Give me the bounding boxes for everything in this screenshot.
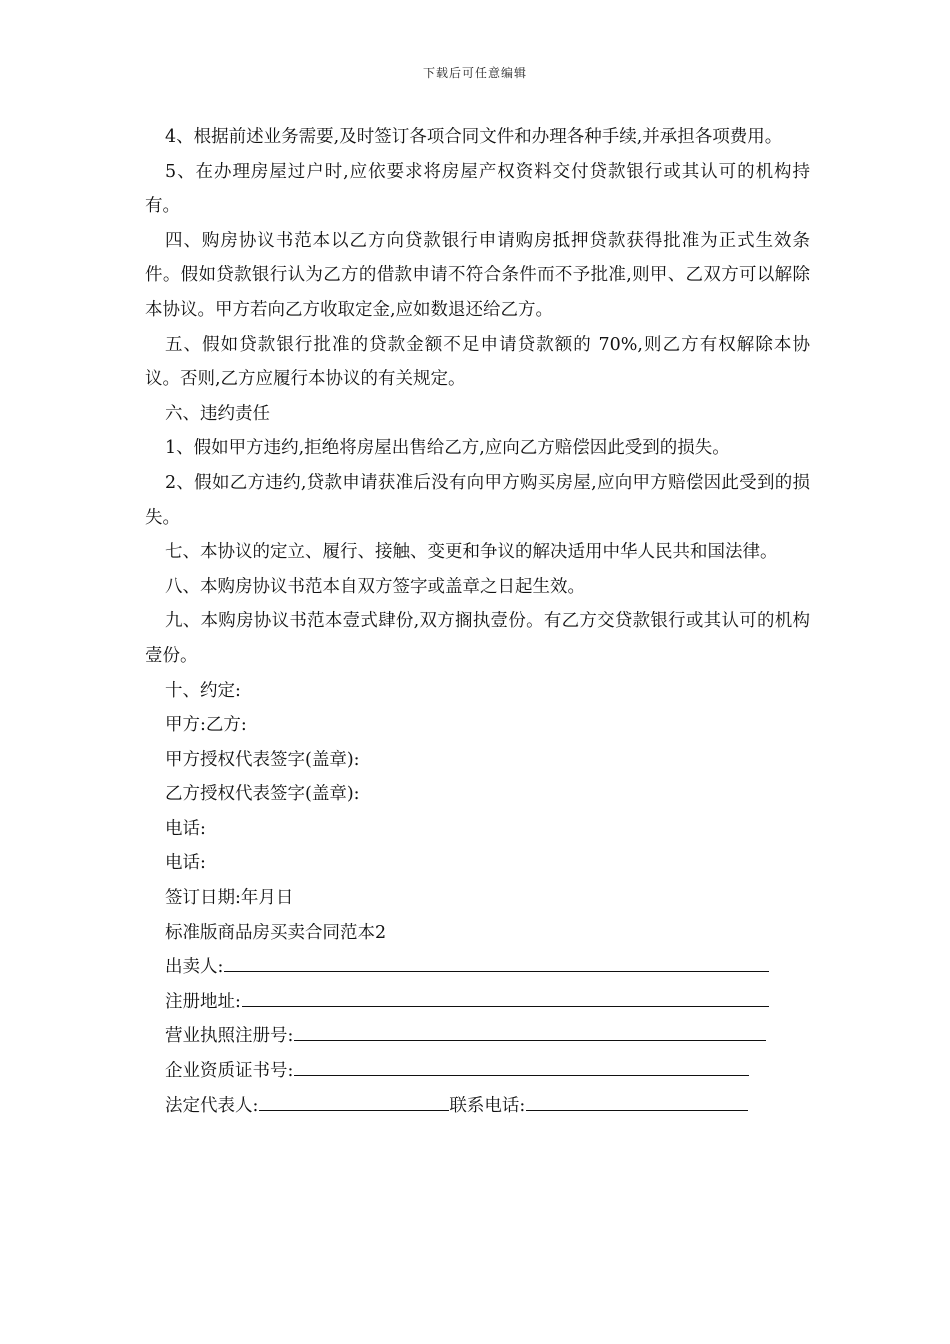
license-blank[interactable] xyxy=(294,1023,766,1041)
rep-phone-field xyxy=(145,1089,810,1124)
license-label: 营业执照注册号: xyxy=(165,1026,294,1047)
cert-field xyxy=(145,1054,810,1089)
page-header: 下载后可任意编辑 xyxy=(422,66,527,80)
paragraph-item-5: 5、在办理房屋过户时,应依要求将房屋产权资料交付贷款银行或其认可的机构持有。 xyxy=(145,161,810,217)
paragraph-section-9: 九、本购房协议书范本壹式肆份,双方搁执壹份。有乙方交贷款银行或其认可的机构壹份。 xyxy=(145,611,810,666)
paragraph-section-7: 七、本协议的定立、履行、接触、变更和争议的解决适用中华人民共和国法律。 xyxy=(165,542,778,563)
phone-line-2: 电话: xyxy=(165,853,206,874)
section-heading-breach: 六、违约责任 xyxy=(165,403,270,424)
address-field xyxy=(145,985,810,1020)
phone-blank[interactable] xyxy=(526,1093,748,1111)
address-label: 注册地址: xyxy=(165,991,241,1012)
phone-line-1: 电话: xyxy=(165,818,206,839)
contract-title: 标准版商品房买卖合同范本2 xyxy=(165,922,387,943)
seller-blank[interactable] xyxy=(224,954,769,972)
parties-line: 甲方:乙方: xyxy=(165,715,247,736)
sign-date-line: 签订日期:年月日 xyxy=(165,888,294,909)
paragraph-breach-1: 1、假如甲方违约,拒绝将房屋出售给乙方,应向乙方赔偿因此受到的损失。 xyxy=(165,438,730,459)
seller-field xyxy=(145,950,810,985)
phone-label: 联系电话: xyxy=(449,1095,526,1116)
rep-label: 法定代表人: xyxy=(165,1095,259,1116)
paragraph-item-4: 4、根据前述业务需要,及时签订各项合同文件和办理各种手续,并承担各项费用。 xyxy=(165,127,783,147)
address-blank[interactable] xyxy=(242,989,769,1007)
document-body xyxy=(145,120,810,1123)
agreement-heading: 十、约定: xyxy=(165,680,241,701)
rep-blank[interactable] xyxy=(259,1093,449,1111)
paragraph-section-4: 四、购房协议书范本以乙方向贷款银行申请购房抵押贷款获得批准为正式生效条件。假如贷款银行认为乙方的借款申请不符合条件而不予批准,则甲、乙双方可以解除本协议。甲方若向乙方收取定金,应如数退还给乙方。 xyxy=(145,230,810,320)
paragraph-section-8: 八、本购房协议书范本自双方签字或盖章之日起生效。 xyxy=(165,576,585,597)
party-b-signature-line: 乙方授权代表签字(盖章): xyxy=(165,784,360,805)
cert-blank[interactable] xyxy=(294,1058,749,1076)
paragraph-breach-2: 2、假如乙方违约,贷款申请获准后没有向甲方购买房屋,应向甲方赔偿因此受到的损失。 xyxy=(145,472,810,528)
paragraph-section-5: 五、假如贷款银行批准的贷款金额不足申请贷款额的 70%,则乙方有权解除本协议。否则,乙方应履行本协议的有关规定。 xyxy=(145,334,810,390)
seller-label: 出卖人: xyxy=(165,957,224,978)
party-a-signature-line: 甲方授权代表签字(盖章): xyxy=(165,749,360,770)
cert-label: 企业资质证书号: xyxy=(165,1061,294,1082)
license-field xyxy=(145,1019,810,1054)
